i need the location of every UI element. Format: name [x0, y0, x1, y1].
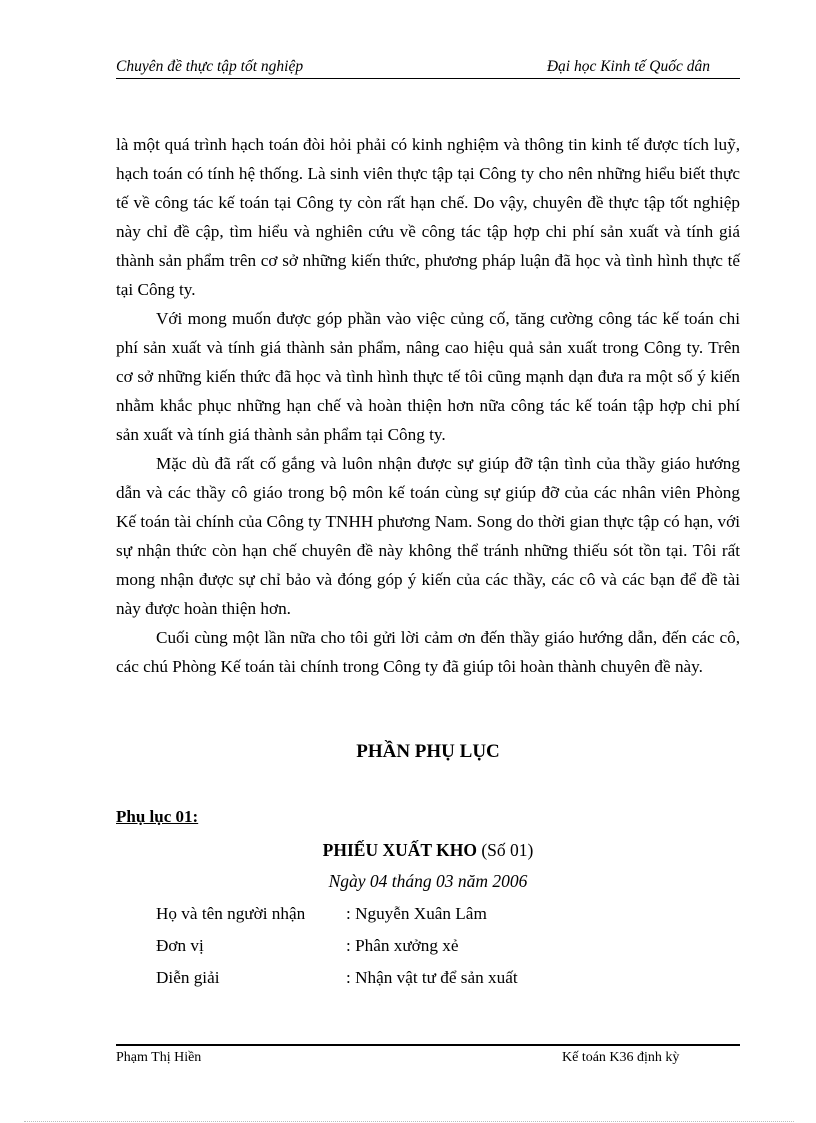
paragraph-aspiration: Với mong muốn được góp phần vào việc củng cố, tăng cường công tác kế toán chi phí sản xuất và tính giá thành sản phẩm, nâng cao hiệu quả sản xuất trong Công ty. Trên cơ sở những kiến thức đã học và tình hình thực tế tôi cũng mạnh dạn đưa ra một số ý kiến nhằm khắc phục những hạn chế và hoàn thiện hơn nữa công tác kế toán tập hợp chi phí sản xuất và tính giá thành sản phẩm tại Công ty.: [116, 309, 740, 444]
paragraph-thanks: Cuối cùng một lần nữa cho tôi gửi lời cảm ơn đến thầy giáo hướng dẫn, đến các cô, các chú Phòng Kế toán tài chính trong Công ty đã giúp tôi hoàn thành chuyên đề này.: [116, 628, 740, 676]
field-description: [156, 968, 656, 992]
page-bottom-rule: [24, 1121, 794, 1122]
field-value: : Nhận vật tư để sản xuất: [346, 968, 518, 987]
field-unit: [156, 936, 656, 960]
body-text: [116, 130, 740, 681]
paragraph-continuation: là một quá trình hạch toán đòi hỏi phải có kinh nghiệm và thông tin kinh tế được tích luỹ, hạch toán có tính hệ thống. Là sinh viên thực tập tại Công ty cho nên những hiểu biết thực tế về công tác kế toán tại Công ty còn rất hạn chế. Do vậy, chuyên đề thực tập tốt nghiệp này chỉ đề cập, tìm hiểu và nghiên cứu về công tác tập hợp chi phí sản xuất và tính giá thành sản phẩm trên cơ sở những kiến thức, phương pháp luận đã học và tình hình thực tế tại Công ty.: [116, 135, 740, 299]
appendix-label: Phụ lục 01:: [116, 807, 199, 826]
slip-number: (Số 01): [481, 840, 534, 860]
field-recipient: [156, 904, 656, 928]
field-label: Đơn vị: [156, 936, 204, 955]
field-label: Họ và tên người nhận: [156, 904, 306, 923]
footer-divider: [116, 1044, 740, 1046]
paragraph-acknowledgement: Mặc dù đã rất cố gắng và luôn nhận được sự giúp đỡ tận tình của thầy giáo hướng dẫn và các thầy cô giáo trong bộ môn kế toán cùng sự giúp đỡ của các nhân viên Phòng Kế toán tài chính của Công ty TNHH phương Nam. Song do thời gian thực tập có hạn, với sự nhận thức còn hạn chế chuyên đề này không thể tránh những thiếu sót tồn tại. Tôi rất mong nhận được sự chỉ bảo và đóng góp ý kiến của các thầy, các cô và các bạn để đề tài này được hoàn thiện hơn.: [116, 454, 740, 618]
header-right-text: Đại học Kinh tế Quốc dân: [546, 58, 710, 75]
footer-author: Phạm Thị Hiền: [116, 1050, 202, 1065]
footer-class: Kế toán K36 định kỳ: [562, 1050, 680, 1065]
slip-title-text: PHIẾU XUẤT KHO: [322, 840, 477, 860]
page-header: [116, 56, 740, 79]
header-left-text: Chuyên đề thực tập tốt nghiệp: [116, 58, 304, 75]
field-value: : Nguyễn Xuân Lâm: [346, 904, 487, 923]
field-label: Diễn giải: [156, 968, 220, 987]
slip-date: Ngày 04 tháng 03 năm 2006: [328, 871, 528, 891]
slip-title: [116, 840, 740, 861]
field-value: : Phân xưởng xẻ: [346, 936, 459, 955]
section-title: PHẦN PHỤ LỤC: [356, 741, 500, 762]
